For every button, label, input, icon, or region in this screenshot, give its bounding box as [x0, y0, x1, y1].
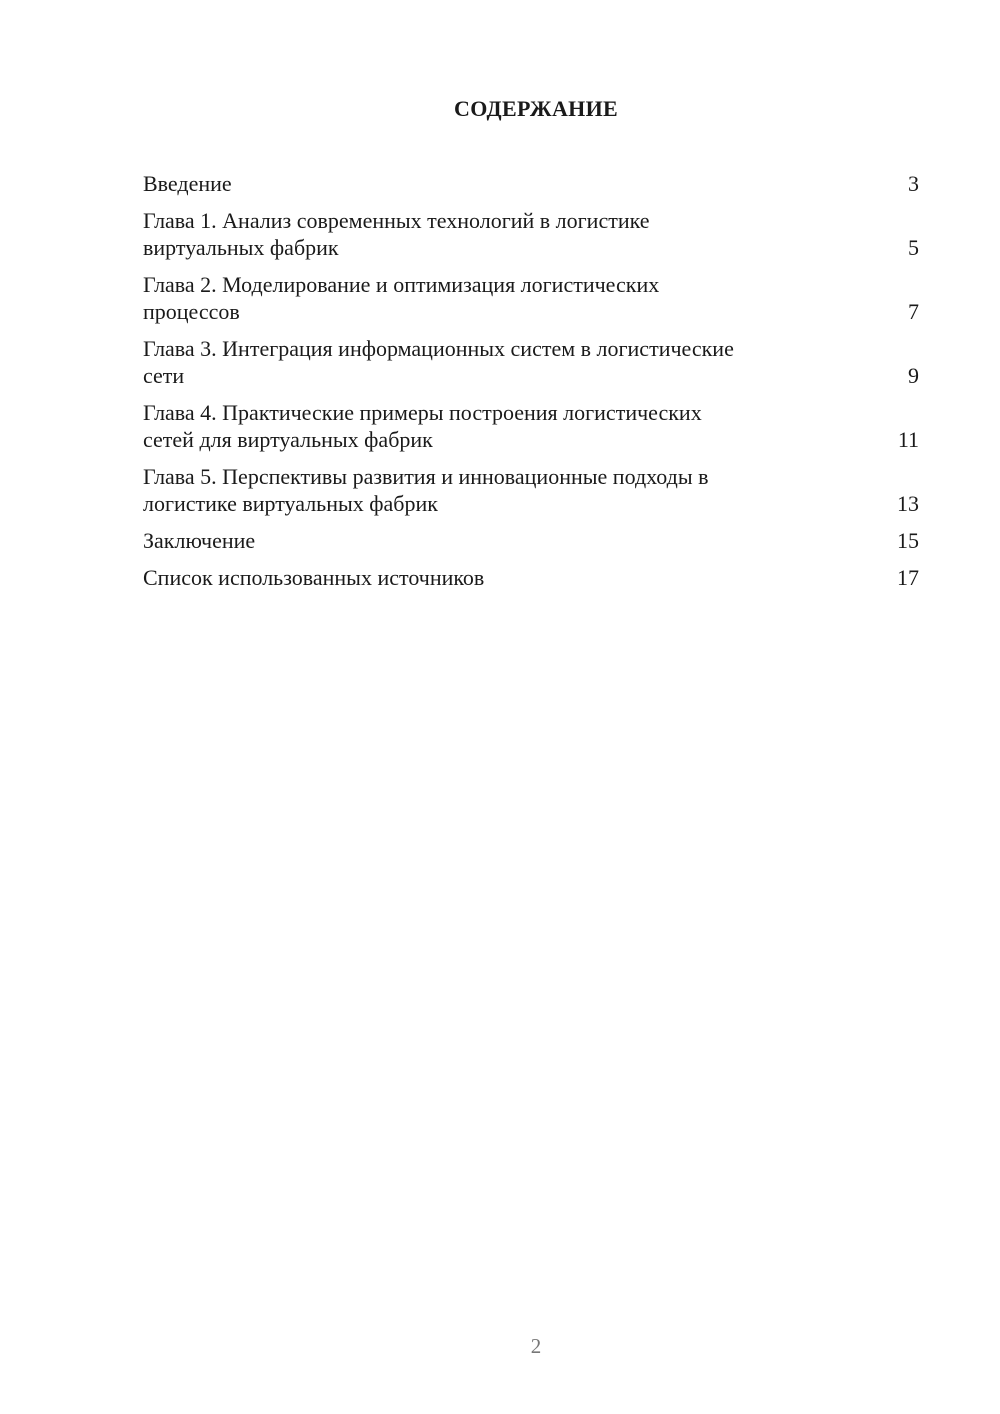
toc-entry-page: 17 [897, 565, 919, 590]
toc-entry-line: Глава 3. Интеграция информационных систем в логистические [143, 336, 734, 361]
toc-entry-page: 11 [897, 427, 919, 452]
toc-entry-introduction [143, 170, 919, 197]
toc-entry-text [143, 271, 659, 325]
toc-entry-line: Глава 5. Перспективы развития и инновационные подходы в [143, 464, 709, 489]
toc-entry-page: 3 [908, 171, 919, 196]
toc-entry-chapter-2 [143, 271, 919, 325]
toc-entry-page: 15 [897, 528, 919, 553]
toc-entry-text [143, 207, 650, 261]
toc-entry-chapter-3 [143, 335, 919, 389]
toc-entry-line: сети [143, 363, 185, 388]
toc-list [143, 170, 919, 601]
toc-entry-page: 13 [897, 491, 919, 516]
page-number: 2 [530, 1334, 542, 1358]
toc-entry-line: виртуальных фабрик [143, 235, 339, 260]
toc-entry-line: Введение [143, 171, 232, 196]
toc-entry-references [143, 564, 919, 591]
toc-entry-text [143, 564, 484, 591]
toc-entry-line: Глава 4. Практические примеры построения логистических [143, 400, 702, 425]
toc-entry-page: 9 [908, 363, 919, 388]
toc-entry-text [143, 335, 734, 389]
toc-entry-chapter-1 [143, 207, 919, 261]
toc-entry-line: Список использованных источников [143, 565, 485, 590]
toc-entry-line: Заключение [143, 528, 256, 553]
toc-entry-page: 7 [908, 299, 919, 324]
toc-entry-text [143, 527, 255, 554]
toc-entry-text [143, 170, 232, 197]
toc-entry-page: 5 [908, 235, 919, 260]
toc-entry-line: Глава 1. Анализ современных технологий в логистике [143, 208, 650, 233]
toc-entry-chapter-4 [143, 399, 919, 453]
toc-entry-conclusion [143, 527, 919, 554]
toc-entry-line: логистике виртуальных фабрик [143, 491, 438, 516]
toc-entry-line: процессов [143, 299, 240, 324]
toc-title: СОДЕРЖАНИЕ [454, 96, 618, 121]
toc-entry-line: Глава 2. Моделирование и оптимизация логистических [143, 272, 660, 297]
toc-entry-chapter-5 [143, 463, 919, 517]
toc-entry-text [143, 399, 702, 453]
toc-entry-text [143, 463, 709, 517]
toc-entry-line: сетей для виртуальных фабрик [143, 427, 433, 452]
